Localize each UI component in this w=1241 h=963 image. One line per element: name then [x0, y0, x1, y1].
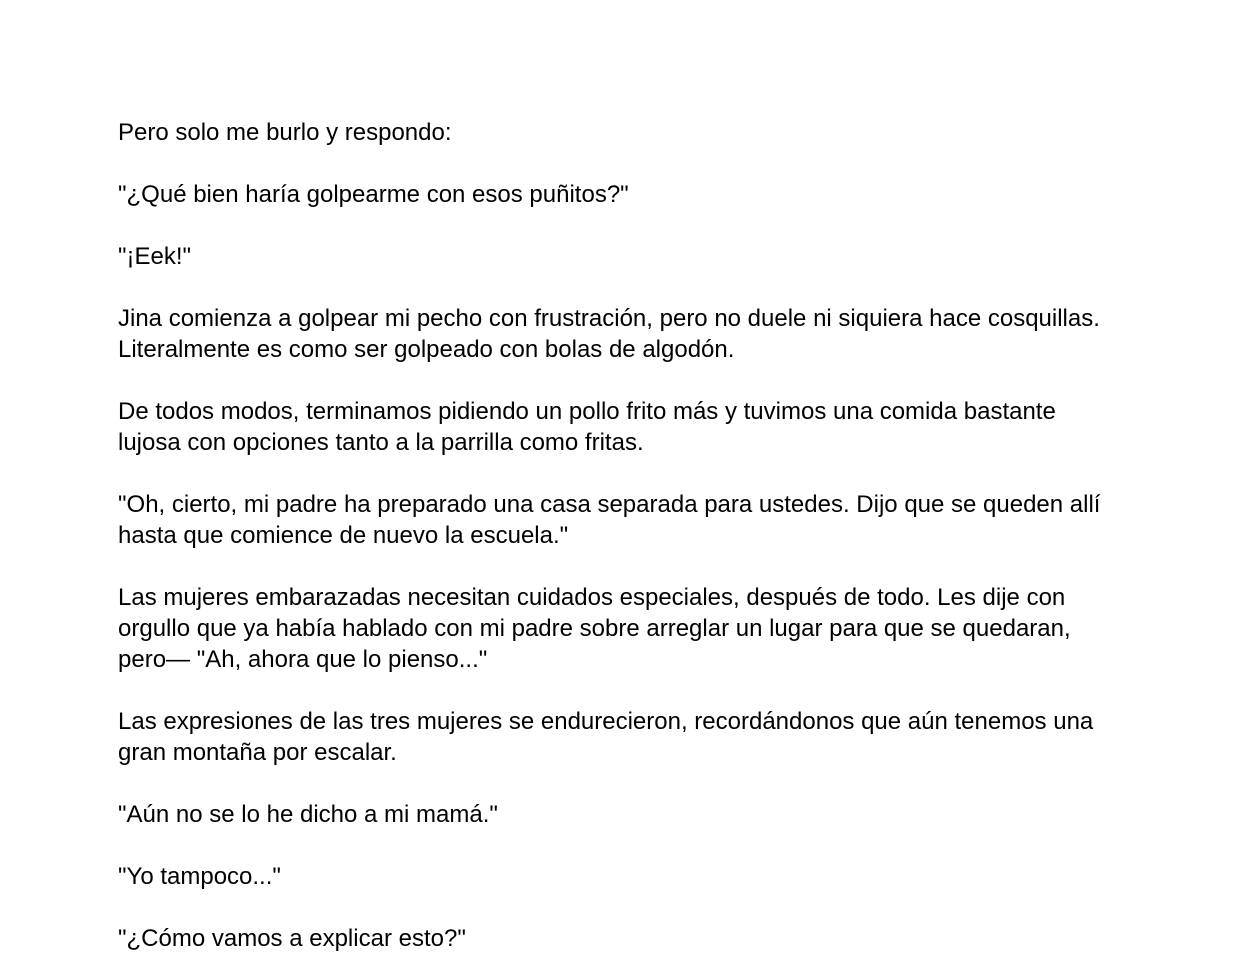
- document-page: [118, 117, 1118, 954]
- paragraph-4: Jina comienza a golpear mi pecho con frustración, pero no duele ni siquiera hace cosquillas. Literalmente es como ser golpeado con bolas de algodón.: [118, 305, 1100, 363]
- paragraph-5: De todos modos, terminamos pidiendo un pollo frito más y tuvimos una comida bastante lujosa con opciones tanto a la parrilla como fritas.: [118, 398, 1056, 456]
- paragraph-2: "¿Qué bien haría golpearme con esos puñitos?": [118, 181, 629, 208]
- paragraph-10: "Yo tampoco...": [118, 863, 281, 890]
- paragraph-8: Las expresiones de las tres mujeres se endurecieron, recordándonos que aún tenemos una gran montaña por escalar.: [118, 708, 1094, 766]
- paragraph-7: Las mujeres embarazadas necesitan cuidados especiales, después de todo. Les dije con orgullo que ya había hablado con mi padre sobre arreglar un lugar para que se quedaran, pero— "Ah, ahora que lo pienso...": [118, 584, 1071, 673]
- paragraph-1: Pero solo me burlo y respondo:: [118, 119, 452, 146]
- paragraph-6: "Oh, cierto, mi padre ha preparado una casa separada para ustedes. Dijo que se queden allí hasta que comience de nuevo la escuela.": [118, 491, 1101, 549]
- paragraph-11: "¿Cómo vamos a explicar esto?": [118, 925, 466, 952]
- paragraph-3: "¡Eek!": [118, 243, 192, 270]
- paragraph-9: "Aún no se lo he dicho a mi mamá.": [118, 801, 498, 828]
